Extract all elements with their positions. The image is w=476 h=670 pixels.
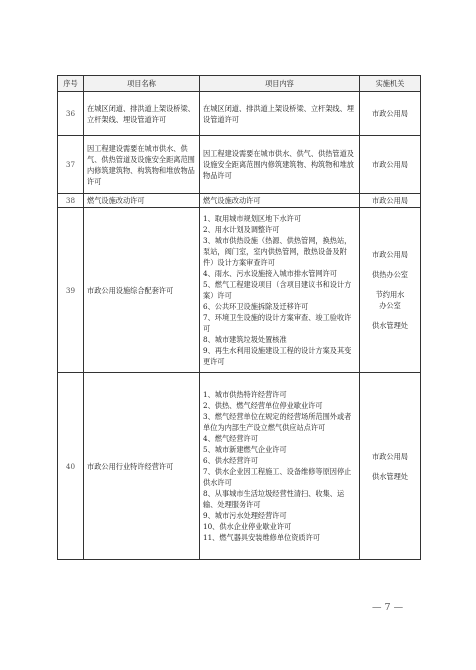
content-line: 10、供水企业停业歇业许可: [203, 522, 292, 531]
content-line: 2、用水计划及调整许可: [203, 225, 280, 234]
content-line: 4、燃气经营许可: [203, 434, 258, 443]
table-header-row: [58, 76, 421, 92]
header-serial-no: 序号: [58, 76, 84, 92]
content-line: 7、供水企业因工程施工、设备维修等原因停止供水许可: [203, 467, 352, 487]
content-line: 5、燃气工程建设项目（含项目建议书和设计方案）许可: [203, 280, 352, 300]
agency-line: 节约用水: [375, 290, 405, 299]
header-item-content: 项目内容: [200, 76, 360, 92]
content-line: 2、供热、燃气经营单位停业歇业许可: [203, 401, 323, 410]
row-item-content: [200, 92, 360, 136]
row-item-content: [200, 136, 360, 194]
content-line: 因工程建设需要在城市供水、供气、供热管道及设施安全距离范围内修筑建筑物、构筑物和堆放物品许可: [203, 149, 354, 180]
agency-line: 办公室: [379, 301, 401, 310]
agency-line: 市政公用局: [372, 250, 408, 259]
row-agency: [360, 373, 421, 560]
content-line: 11、燃气器具安装维修单位资质许可: [203, 533, 320, 542]
row-agency: [360, 208, 421, 373]
row-item-name: 市政公用设施综合配套许可: [84, 208, 200, 373]
content-line: 8、城市建筑垃圾处置核准: [203, 335, 287, 344]
header-item-name: 项目名称: [84, 76, 200, 92]
row-item-name: 在城区闭道、排洪道上架设桥梁、立杆架线、埋设管道许可: [84, 92, 200, 136]
content-line: 3、燃气经营单位在规定的经营场所范围外或者单位为内部生产设立燃气供应站点许可: [203, 412, 352, 432]
content-line: 1、取用城市规划区地下水许可: [203, 214, 302, 223]
agency-line: 市政公用局: [372, 196, 408, 205]
row-serial-no: 37: [58, 136, 84, 194]
row-item-name: 因工程建设需要在城市供水、供气、供热管道及设施安全距离范围内修筑建筑物、构筑物和堆放物品许可: [84, 136, 200, 194]
content-line: 4、雨水、污水设施接入城市排水管网许可: [203, 269, 337, 278]
content-line: 9、再生水利用设施建设工程的设计方案及其变更许可: [203, 346, 352, 366]
agency-line: 市政公用局: [372, 451, 408, 461]
content-line: 6、供水经营许可: [203, 456, 258, 465]
table-row: [58, 136, 421, 194]
row-serial-no: 39: [58, 208, 84, 373]
content-line: 燃气设施改动许可: [203, 196, 261, 205]
page-number: — 7 —: [372, 602, 404, 613]
row-agency: [360, 194, 421, 208]
agency-line: 市政公用局: [372, 109, 408, 118]
table-row: [58, 194, 421, 208]
agency-line: 市政公用局: [372, 160, 408, 169]
row-agency: [360, 136, 421, 194]
content-line: 8、从事城市生活垃圾经营性清扫、收集、运输、处理服务许可: [203, 489, 345, 509]
content-line: 1、城市供热特许经营许可: [203, 390, 287, 399]
table-row: [58, 92, 421, 136]
agency-line: 供水管理处: [372, 321, 408, 330]
row-serial-no: 36: [58, 92, 84, 136]
approval-items-table: [57, 75, 421, 560]
table-row: [58, 208, 421, 373]
row-item-name: 燃气设施改动许可: [84, 194, 200, 208]
agency-line: 供热办公室: [372, 270, 408, 279]
row-item-content: [200, 373, 360, 560]
agency-line: 供水管理处: [372, 471, 408, 481]
content-line: 在城区闭道、排洪道上架设桥梁、立杆架线、埋设管道许可: [203, 103, 354, 124]
table-row: [58, 373, 421, 560]
row-item-content: [200, 208, 360, 373]
content-line: 3、城市供热设施（热源、供热管网，换热站，泵站，阀门室，室内供热管网，散热设备及附件）设计方案审查许可: [203, 236, 352, 267]
row-serial-no: 40: [58, 373, 84, 560]
content-line: 7、环境卫生设施的设计方案审查、竣工验收许可: [203, 313, 352, 333]
content-line: 6、公共环卫设施拆除及迁移许可: [203, 302, 309, 311]
row-agency: [360, 92, 421, 136]
header-agency: 实施机关: [360, 76, 421, 92]
content-line: 5、城市新建燃气企业许可: [203, 445, 287, 454]
row-item-name: 市政公用行业特许经营许可: [84, 373, 200, 560]
row-item-content: [200, 194, 360, 208]
content-line: 9、城市污水处理经营许可: [203, 511, 287, 520]
row-serial-no: 38: [58, 194, 84, 208]
